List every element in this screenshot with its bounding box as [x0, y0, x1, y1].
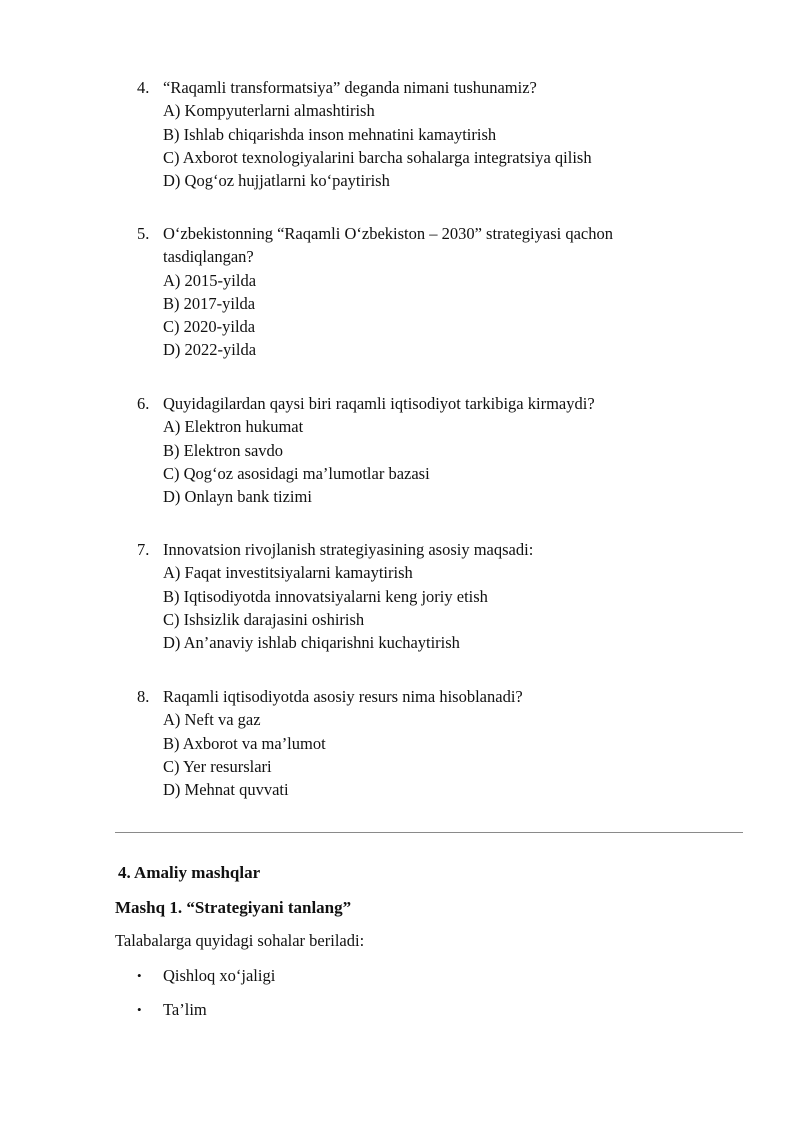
bullet-text: Qishloq xo‘jaligi — [163, 966, 276, 985]
bullet-item — [137, 966, 275, 986]
question-7 — [137, 538, 737, 654]
bullet-icon: • — [137, 1002, 142, 1017]
bullet-icon: • — [137, 968, 142, 983]
option-a: A) Faqat investitsiyalarni kamaytirish — [163, 563, 413, 583]
option-d: D) Qog‘oz hujjatlarni ko‘paytirish — [163, 171, 390, 191]
option-d: D) Onlayn bank tizimi — [163, 487, 312, 507]
option-a: A) 2015-yilda — [163, 270, 257, 290]
option-c: C) Ishsizlik darajasini oshirish — [163, 609, 365, 629]
question-text: O‘zbekistonning “Raqamli O‘zbekiston – 2030” strategiyasi qachon tasdiqlangan? — [163, 224, 613, 267]
question-text: Raqamli iqtisodiyotda asosiy resurs nima hisoblanadi? — [163, 687, 523, 706]
question-6 — [137, 392, 737, 508]
option-b: B) 2017-yilda — [163, 293, 256, 313]
option-d: D) An’anaviy ishlab chiqarishni kuchaytirish — [163, 633, 460, 653]
option-b: B) Ishlab chiqarishda inson mehnatini kamaytirish — [163, 124, 497, 144]
option-a: A) Elektron hukumat — [163, 417, 304, 437]
exercise-intro: Talabalarga quyidagi sohalar beriladi: — [115, 931, 365, 950]
option-a: A) Neft va gaz — [163, 710, 261, 730]
question-body — [163, 685, 737, 801]
question-number: 8. — [137, 687, 150, 706]
question-text: “Raqamli transformatsiya” deganda nimani tushunamiz? — [163, 78, 537, 97]
question-body — [163, 538, 737, 654]
section-divider — [115, 832, 743, 833]
question-5 — [137, 222, 737, 362]
option-a: A) Kompyuterlarni almashtirish — [163, 101, 375, 121]
question-body — [163, 222, 737, 362]
question-body — [163, 76, 737, 192]
option-c: C) Yer resurslari — [163, 756, 272, 776]
question-number: 4. — [137, 78, 150, 97]
option-c: C) 2020-yilda — [163, 317, 256, 337]
question-4 — [137, 76, 737, 192]
question-body — [163, 392, 737, 508]
bullet-text: Ta’lim — [163, 1000, 207, 1019]
question-text: Quyidagilardan qaysi biri raqamli iqtisodiyot tarkibiga kirmaydi? — [163, 394, 595, 413]
exercise-heading: Mashq 1. “Strategiyani tanlang” — [115, 898, 352, 917]
question-8 — [137, 685, 737, 801]
section-heading: 4. Amaliy mashqlar — [118, 863, 261, 882]
option-d: D) Mehnat quvvati — [163, 780, 289, 800]
option-c: C) Qog‘oz asosidagi ma’lumotlar bazasi — [163, 463, 430, 483]
option-b: B) Axborot va ma’lumot — [163, 733, 326, 753]
bullet-item — [137, 1000, 207, 1020]
question-number: 7. — [137, 540, 150, 559]
option-c: C) Axborot texnologiyalarini barcha sohalarga integratsiya qilish — [163, 147, 592, 167]
option-b: B) Iqtisodiyotda innovatsiyalarni keng joriy etish — [163, 586, 488, 606]
option-d: D) 2022-yilda — [163, 340, 257, 360]
question-text: Innovatsion rivojlanish strategiyasining asosiy maqsadi: — [163, 540, 534, 559]
question-number: 6. — [137, 394, 150, 413]
option-b: B) Elektron savdo — [163, 440, 284, 460]
question-number: 5. — [137, 224, 150, 243]
